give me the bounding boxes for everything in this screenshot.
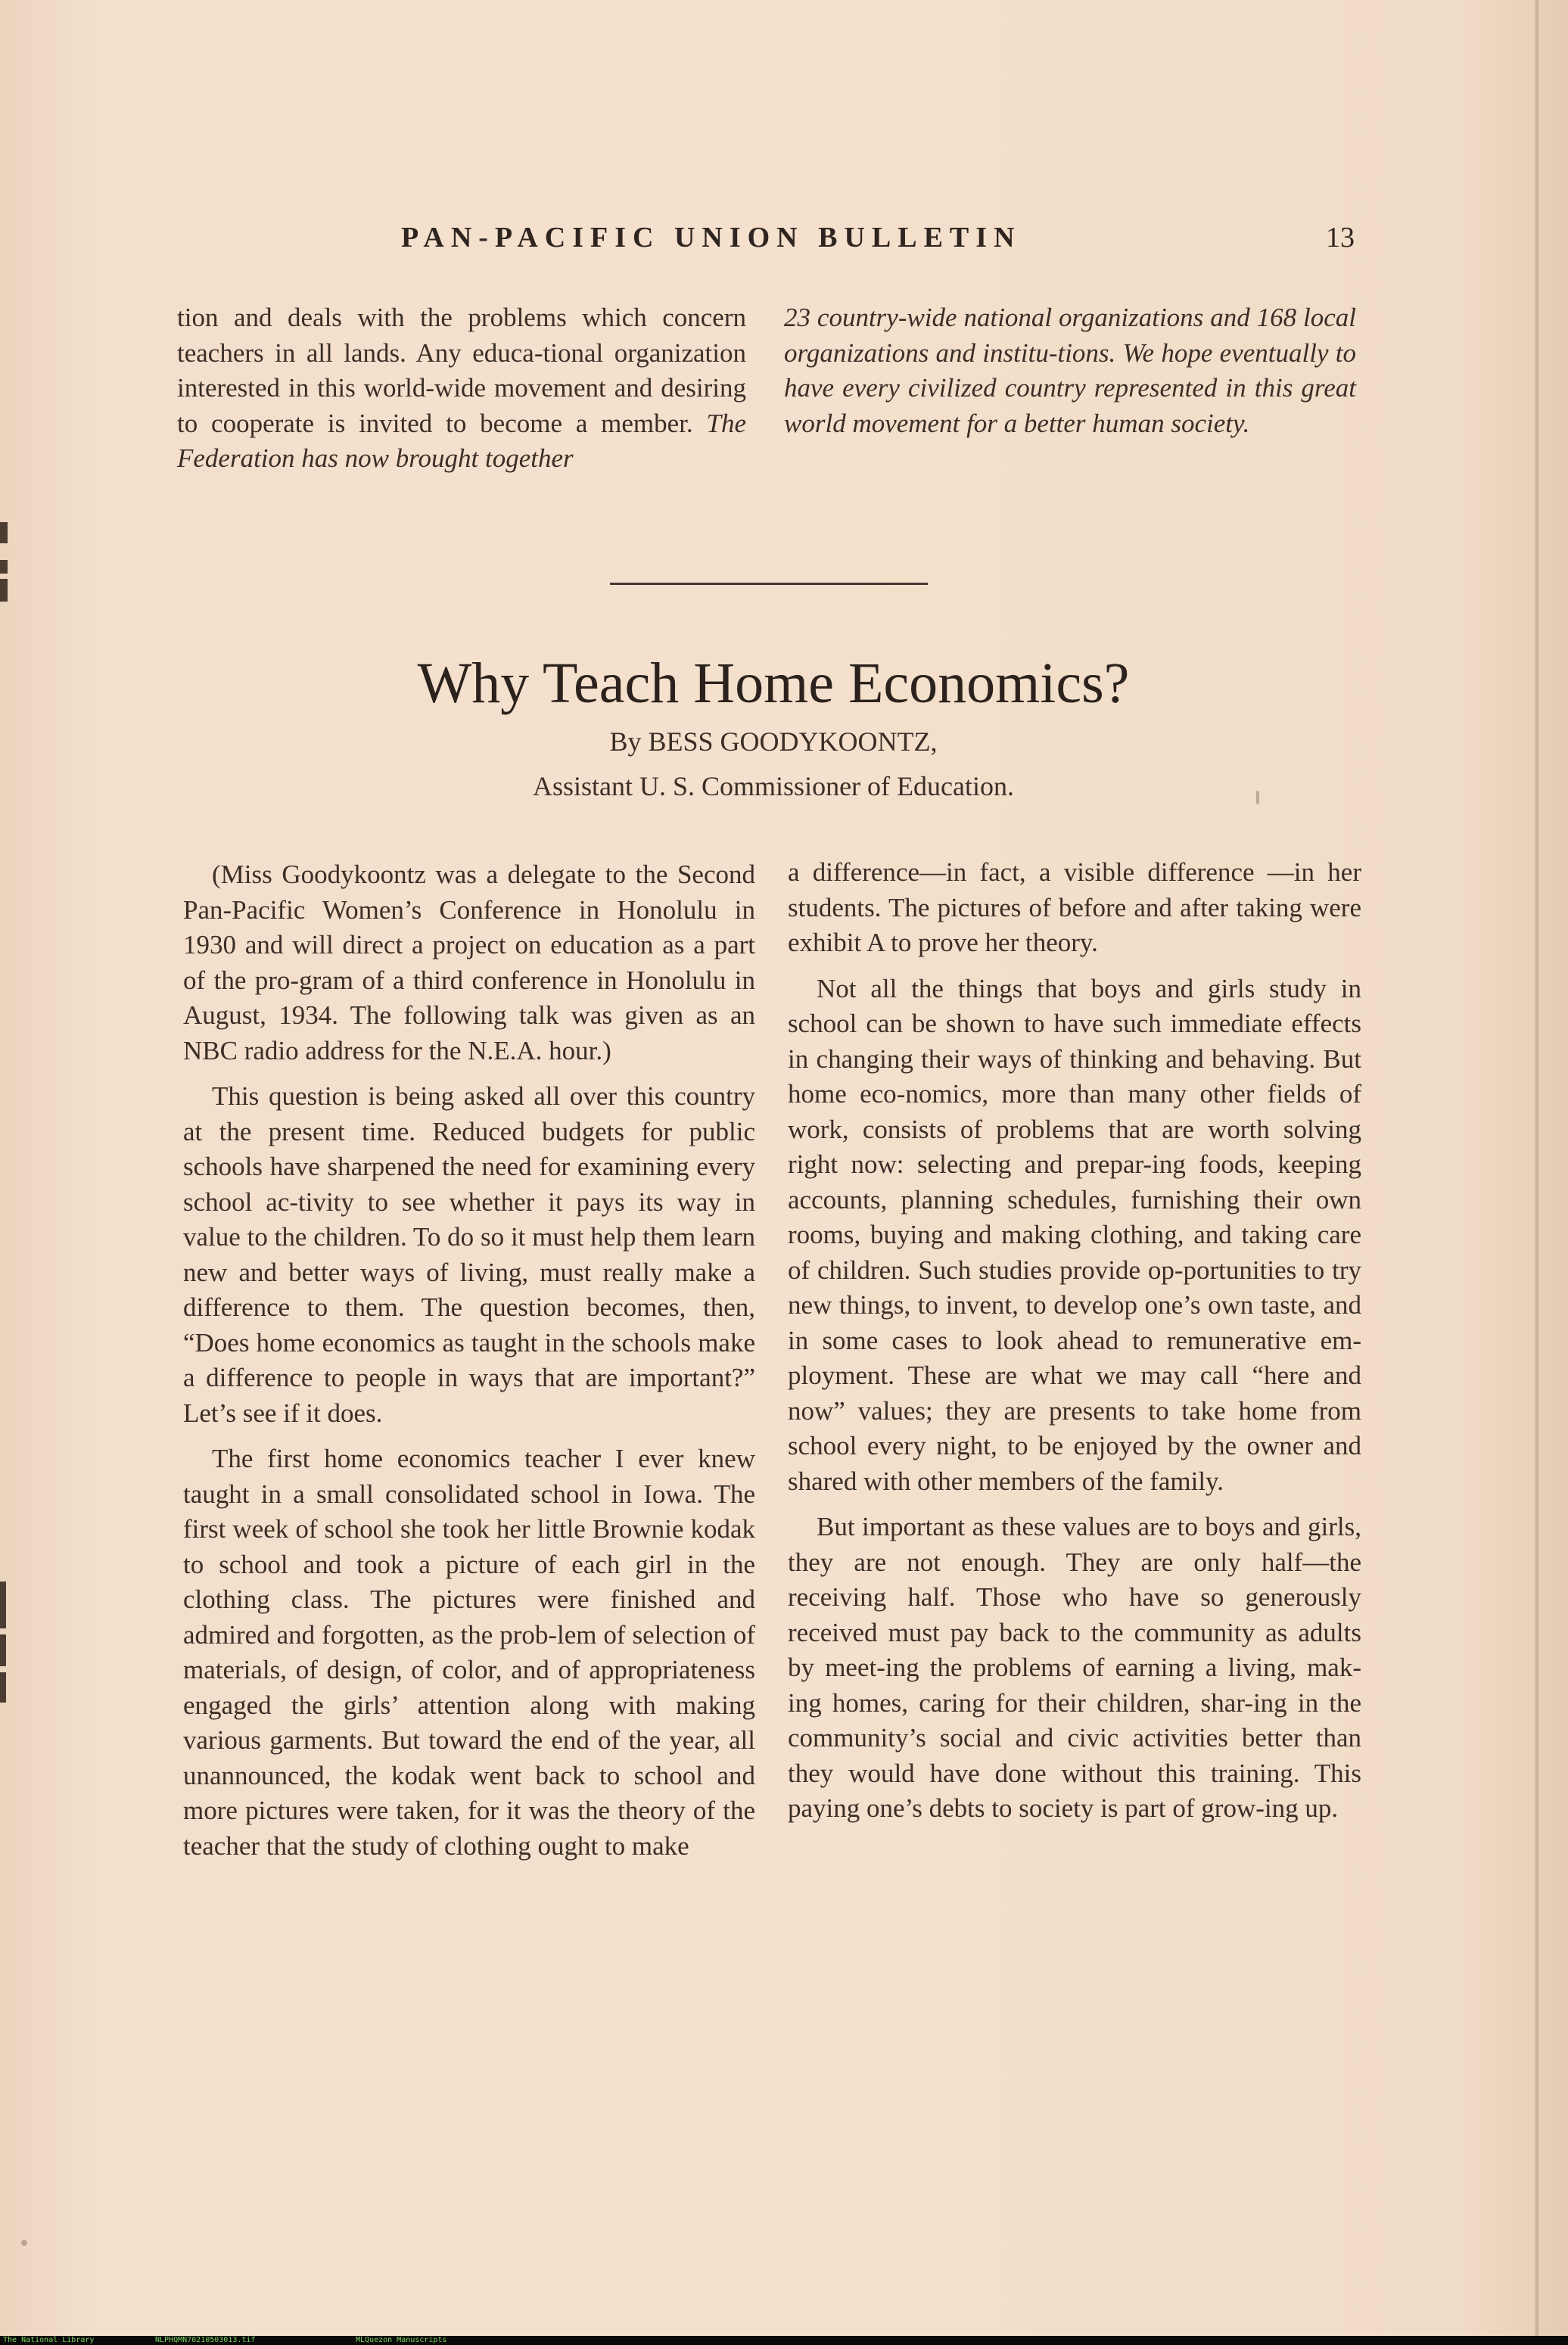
continued-text-italic: The Federation has now brought together: [177, 408, 746, 473]
continued-text-right-column: [784, 300, 1356, 441]
page-fold-shadow: [1535, 0, 1539, 2345]
page-header: [174, 221, 1355, 266]
paragraph: Not all the things that boys and girls study in school can be shown to have such immediate effects in changing their ways of thinking and behaving. But home eco-nomics, more than many other fields of work, consists of problems that are worth solving right now: selecting and prepar-ing foods, keeping accounts, planning schedules, furnishing their own rooms, buying and making clothing, and taking care of children. Such studies provide op-portunities to try new things, to invent, to develop one’s own taste, and in some cases to look ahead to remunerative em-ployment. These are what we may call “here and now” values; they are presents to take home from school every night, to be enjoyed by the owner and shared with other members of the family.: [788, 973, 1361, 1496]
paragraph: The first home economics teacher I ever knew taught in a small consolidated school in Iowa. The first week of school she took her little Brownie kodak to school and took a picture of each girl in the clothing class. The pictures were finished and admired and forgotten, as the prob-lem of selection of materials, of design, of color, and of appropriateness engaged the girls’ attention along with making various garments. But toward the end of the year, all unannounced, the kodak went back to school and more pictures were taken, for it was the theory of the teacher that the study of clothing ought to make: [183, 1444, 755, 1861]
author-affiliation: Assistant U. S. Commissioner of Education.: [533, 771, 1014, 801]
article-right-column: [788, 855, 1361, 1827]
library-label: The National Library: [3, 2336, 95, 2344]
paragraph: (Miss Goodykoontz was a delegate to the Second Pan-Pacific Women’s Conference in Honolulu in 1930 and will direct a project on education as a part of the pro-gram of a third conference in Honolulu in August, 1934. The following talk was given as an NBC radio address for the N.E.A. hour.): [183, 860, 755, 1065]
continued-text-left-column: [177, 300, 746, 477]
paragraph: This question is being asked all over this country at the present time. Reduced budgets for public schools have sharpened the need for examining every school ac-tivity to see whether it pays its way in value to the children. To do so it must help them learn new and better ways of living, must really make a difference to them. The question becomes, then, “Does home economics as taught in the schools make a difference to people in ways that are important?” Let’s see if it does.: [183, 1081, 755, 1428]
binding-mark: [0, 560, 8, 574]
running-head: PAN-PACIFIC UNION BULLETIN: [401, 222, 1022, 253]
paragraph: a difference—in fact, a visible difference —in her students. The pictures of before and after taking were exhibit A to prove her theory.: [788, 857, 1361, 957]
binding-mark: [0, 1634, 6, 1666]
paper-speck: [21, 2240, 27, 2246]
file-id-label: NLPHQMN70210503013.tif: [155, 2336, 256, 2344]
binding-mark: [0, 579, 8, 602]
article-byline: By BESS GOODYKOONTZ,: [609, 726, 938, 757]
continued-text-roman: tion and deals with the problems which concern teachers in all lands. Any educa-tional organization interested in this world-wide movement and desiring to cooperate is invited to become a member.: [177, 303, 746, 438]
binding-mark: [0, 522, 8, 543]
paragraph: 23 country-wide national organizations and 168 local organizations and institu-tions. We hope eventually to have every civilized country represented in this great world movement for a better human society.: [784, 303, 1356, 438]
page-number: 13: [1326, 222, 1355, 253]
binding-mark: [0, 1672, 6, 1703]
section-divider: [610, 583, 928, 585]
paragraph: But important as these values are to boys and girls, they are not enough. They are only half—the receiving half. Those who have so generously received must pay back to the community as adults by meet-ing the problems of earning a living, mak-ing homes, caring for their children, shar-ing in the community’s social and civic activities better than they would have done without this training. This paying one’s debts to society is part of grow-ing up.: [788, 1512, 1361, 1823]
binding-mark: [0, 1581, 6, 1628]
paragraph: [177, 300, 746, 477]
article-title: Why Teach Home Economics?: [417, 652, 1130, 715]
article-left-column: [183, 857, 755, 1864]
collection-label: MLQuezon Manuscripts: [356, 2336, 447, 2344]
scan-footer: [0, 2336, 1568, 2345]
